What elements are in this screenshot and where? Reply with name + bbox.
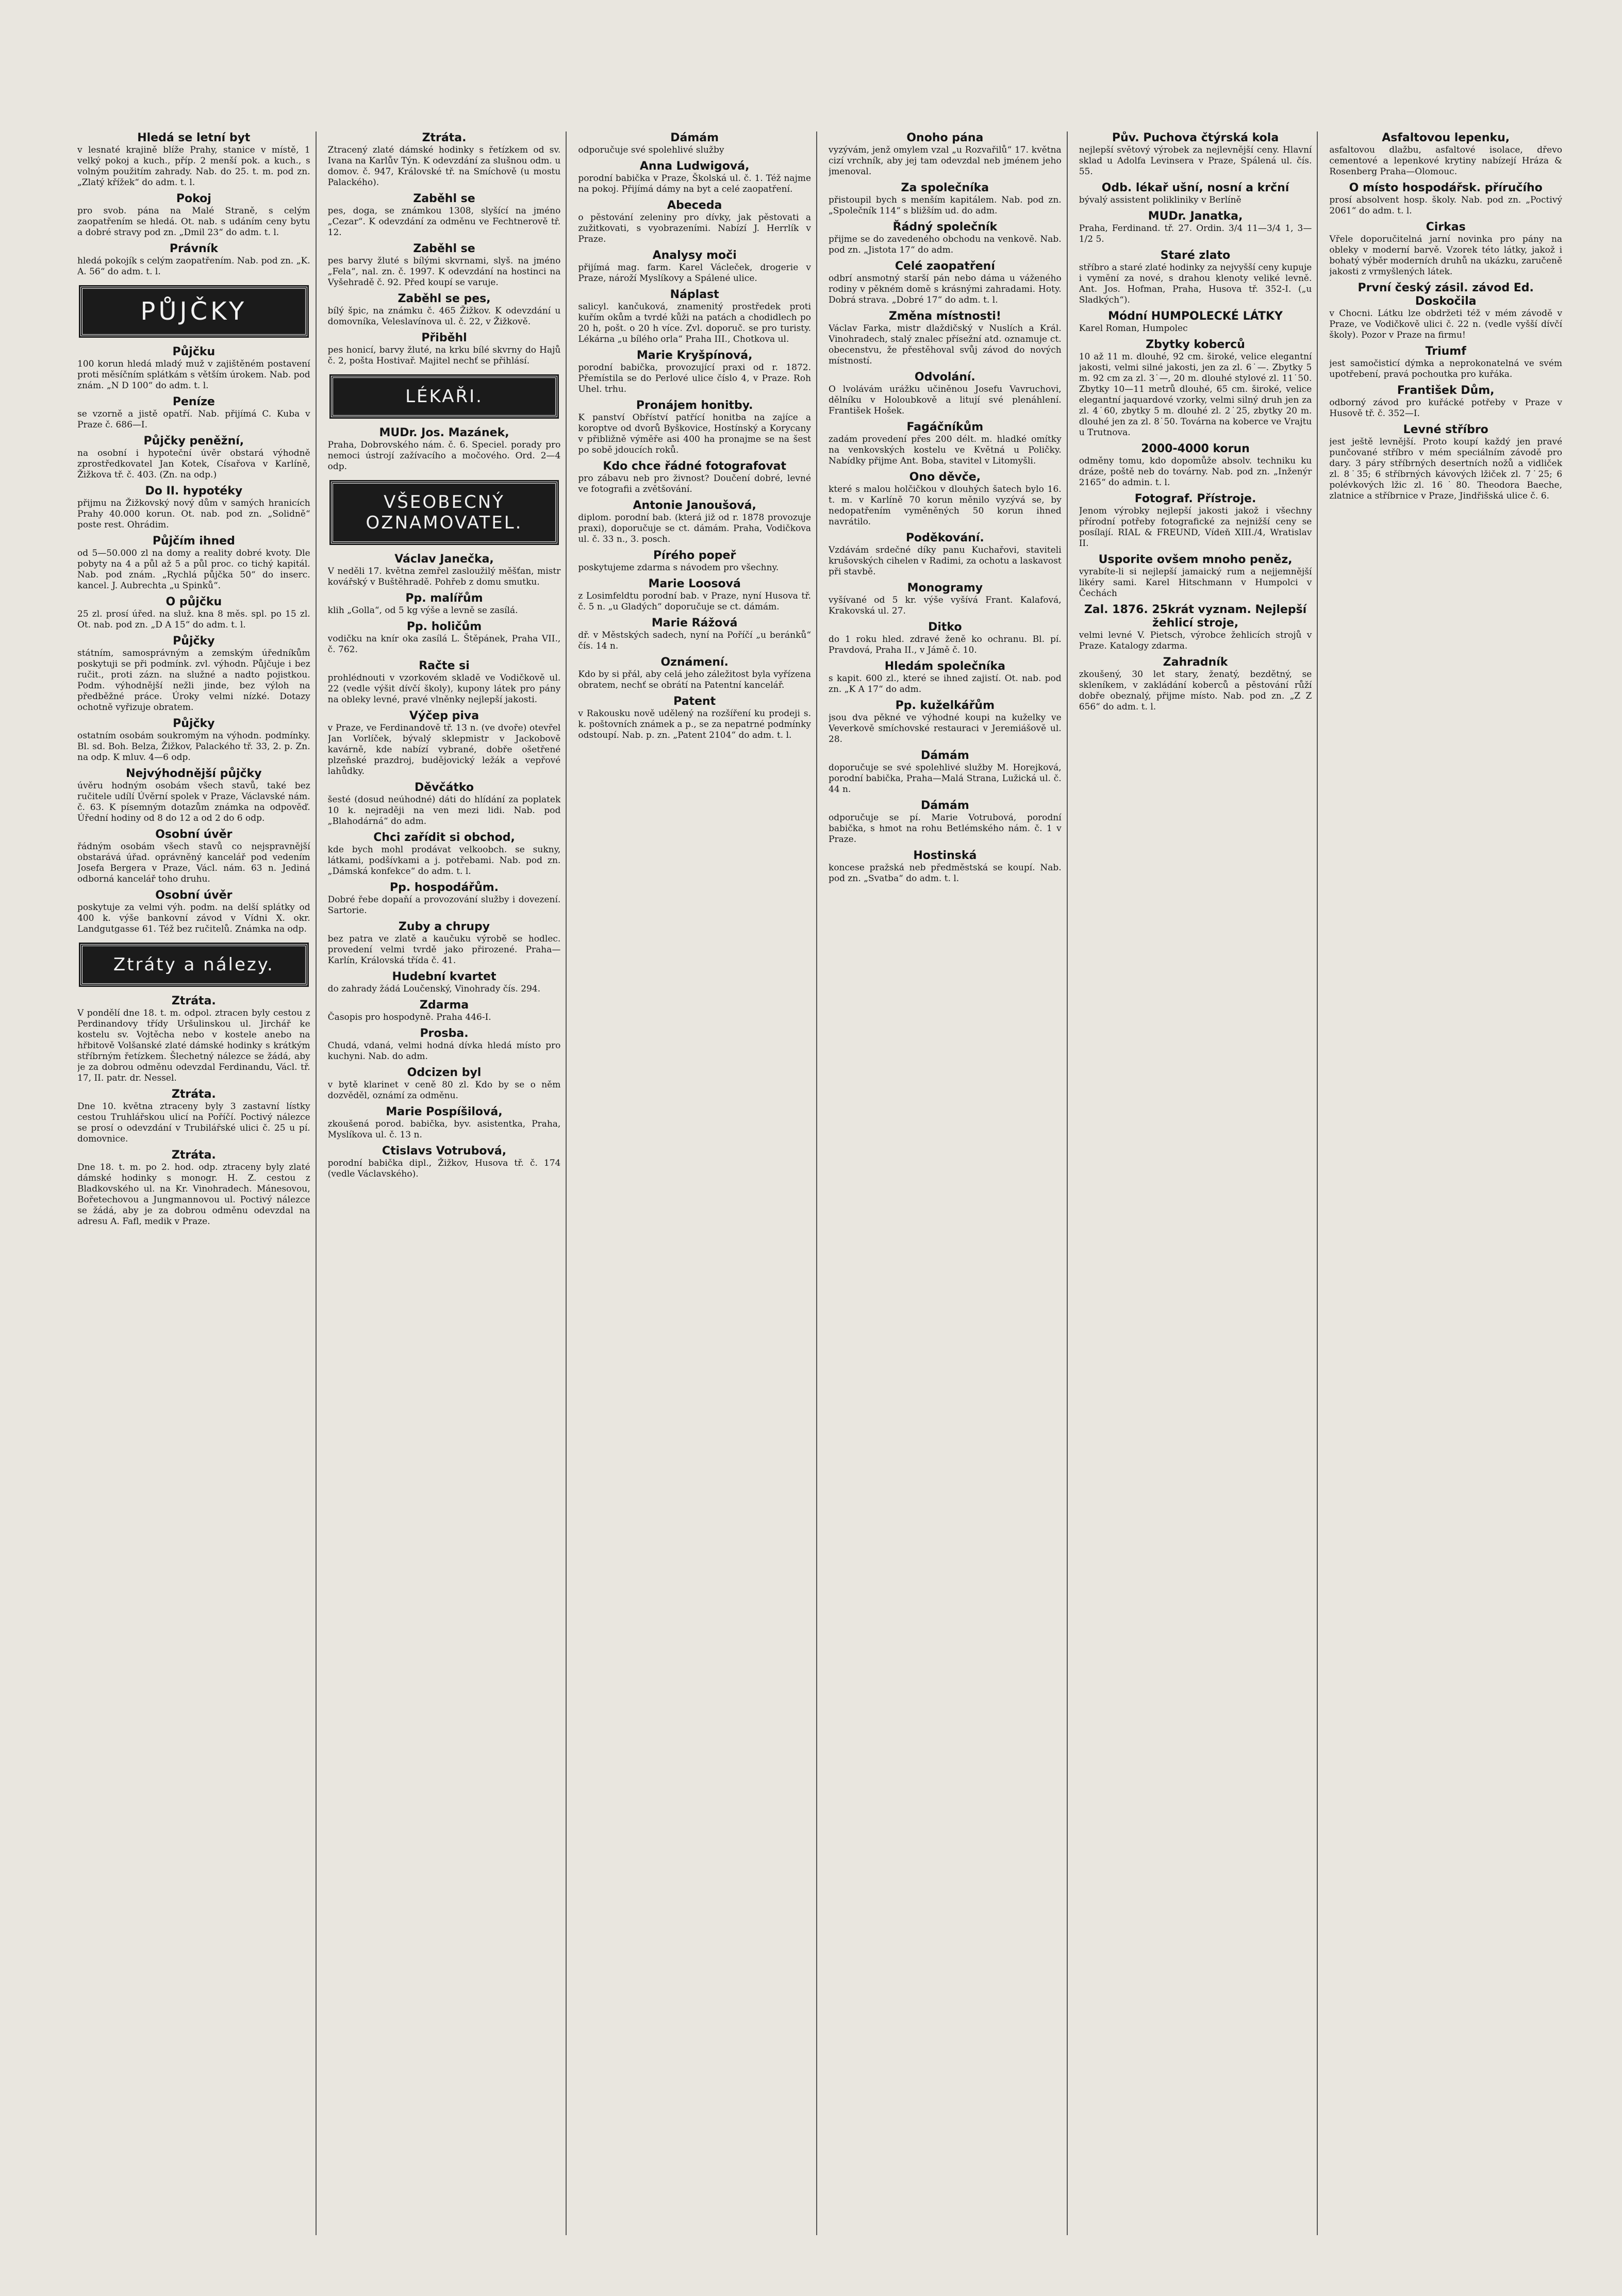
classified-ad [328, 292, 561, 327]
ad-heading: Marie Kryšpínová, [636, 349, 753, 362]
classified-ad [328, 659, 561, 705]
ad-text: na osobní i hypoteční úvěr obstará výhodně zprostředkovatel Jan Kotek, Císařova v Karlíně, Žižkova tř. č. 403. (Zn. na odp.) [77, 448, 310, 480]
ad-text: Vzdávám srdečné díky panu Kuchařovi, staviteli krušovských cihelen v Radimi, za ochotu a laskavost při stavbě. [829, 545, 1062, 577]
ad-heading: Ditko [928, 621, 962, 634]
classified-ad [328, 709, 561, 777]
classified-ad [829, 532, 1062, 577]
ad-text: Karel Roman, Humpolec [1079, 323, 1188, 334]
classified-ad [1329, 131, 1562, 177]
ad-heading: Monogramy [907, 582, 983, 594]
classified-ad [328, 192, 561, 238]
ad-heading: Osobní úvěr [155, 828, 233, 841]
ad-heading: Zaběhl se pes, [398, 292, 491, 305]
classified-ad [578, 549, 811, 573]
ad-text: dř. v Městských sadech, nyní na Poříčí „u beránků“ čís. 14 n. [578, 630, 812, 651]
classified-ad [1079, 603, 1312, 652]
ad-heading: Odb. lékař ušní, nosní a krční [1101, 181, 1289, 194]
ad-heading: Račte si [419, 659, 470, 672]
ad-heading: Řádný společník [892, 221, 998, 234]
classified-ad [77, 535, 310, 591]
ad-heading: Patent [673, 695, 716, 708]
classified-ad [578, 288, 811, 345]
ad-text: asfaltovou dlažbu, asfaltové isolace, dřevo cementové a lepenkové krytiny nabízejí Hráza & Rosenberg Praha—Olomouc. [1329, 145, 1563, 177]
ad-heading: Pírého popeř [653, 549, 736, 562]
ad-text: hledá pokojík s celým zaopatřením. Nab. pod zn. „K. A. 56“ do adm. t. l. [77, 256, 310, 277]
section-banner: VŠEOBECNÝ OZNAMOVATEL. [331, 482, 558, 543]
classified-ad [829, 699, 1062, 745]
classified-ad [1079, 442, 1312, 488]
ad-heading: Dámám [670, 131, 719, 144]
classified-ad [1329, 181, 1562, 217]
classified-ad [578, 617, 811, 652]
ad-text: diplom. porodní bab. (která již od r. 1878 provozuje praxi), doporučuje se ct. dámám. Praha, Vodičkova ul. č. 33 n., 3. posch. [578, 513, 812, 544]
ad-heading: Půjčím ihned [152, 535, 235, 548]
ad-heading: Zuby a chrupy [398, 920, 490, 933]
ad-heading: Zaběhl se [413, 192, 475, 205]
ad-text: velmi levné V. Pietsch, výrobce žehlicích strojů v Praze. Katalogy zdarma. [1079, 630, 1312, 651]
ad-text: přijmu na Žižkovský nový dům v samých hranicích Prahy 40.000 korun. Ot. nab. pod zn. „Solidně“ poste rest. Ohrádim. [77, 498, 310, 530]
ad-heading: Analysy moči [652, 249, 737, 262]
ad-heading: Hostinská [913, 849, 977, 862]
ad-text: ostatním osobám soukromým na výhodn. podmínky. Bl. sd. Boh. Belza, Žižkov, Palackého tř. 33, 2. p. Zn. na odp. K mluv. 4—6 odp. [77, 731, 310, 763]
ad-text: Kdo by si přál, aby celá jeho záležitost byla vyřízena obratem, nechť se obrátí na Patentní kancelář. [578, 669, 812, 690]
classified-ad [829, 621, 1062, 656]
ad-heading: Hudební kvartet [392, 970, 496, 983]
classified-ad [1329, 282, 1562, 341]
classified-ad [578, 499, 811, 545]
ad-text: Vřele doporučitelná jarní novinka pro pány na obleky v moderní barvě. Vzorek této látky, jakož i bohatý výběr moderních druhů na ukázku, zaručeně jakosti z vrmyšlených látek. [1329, 234, 1563, 277]
classified-ad [829, 421, 1062, 467]
ad-text: Dne 10. května ztraceny byly 3 zastavní lístky cestou Truhlářskou ulicí na Poříčí. Poctivý nálezce se prosí o odevzdání v Trubilářské ulici č. 25 u pí. domovnice. [77, 1101, 310, 1144]
ad-heading: Ctislavs Votrubová, [382, 1145, 507, 1158]
ad-text: státním, samosprávným a zemským úředníkům poskytuji se při podmínk. zvl. výhodn. Půjčuje i bez ručit., proti zázn. na služné a nadto pojistkou. Podm. výhodnější nežli jinde, bez výloh na předběžné práce. Úroky velmi nízké. Dotazy ochotně vyřizuje obratem. [77, 648, 310, 713]
ad-text: porodní babička dipl., Žižkov, Husova tř. č. 174 (vedle Václavského). [327, 1158, 561, 1179]
ad-text: zkoušený, 30 let stary, ženatý, bezdětný, se skleníkem, v zakládání koberců a pěstování růží dobře obeznalý, přijme místo. Nab. pod zn. „Z Z 656“ do adm. t. l. [1079, 669, 1312, 712]
ad-text: Jenom výrobky nejlepší jakosti jakož i všechny přírodní potřeby fotografické za nejnižší ceny se posílají. RIAL & FREUND, Vídeň XIII./4, Wratislav II. [1079, 506, 1312, 549]
ad-heading: Půjčky [173, 717, 215, 730]
ad-text: jest ještě levnější. Proto koupí každý jen pravé punčované stříbro v mém speciálním závodě pro dary. 3 páry stříbrných desertních nožů a vidliček zl. 8˙35; 6 stříbrných kávových lžiček zl. 7˙25; 6 polévkových lžic zl. 16˙80. Theodora Baeche, zlatnice a stříbrnice v Praze, Jindřišská ulice č. 6. [1329, 437, 1563, 501]
classified-ad [328, 620, 561, 655]
ad-heading: Marie Loosová [648, 577, 741, 590]
classified-ad [328, 920, 561, 966]
newspaper-page [77, 131, 1567, 2235]
ad-heading: Zdarma [419, 999, 469, 1012]
ad-text: pro svob. pána na Malé Straně, s celým zaopatřením se hledá. Ot. nab. s udáním ceny bytu a dobré stravy pod zn. „Dmil 23“ do adm. t. l. [77, 206, 310, 238]
ad-text: poskytujeme zdarma s návodem pro všechny. [578, 563, 779, 573]
column-4 [829, 131, 1068, 2235]
classified-ad [328, 831, 561, 877]
classified-ad [578, 460, 811, 495]
ad-heading: Ztráta. [171, 1149, 216, 1162]
column-1 [77, 131, 317, 2235]
ad-heading: Antonie Janoušová, [633, 499, 756, 512]
ad-heading: Odvolání. [914, 371, 975, 384]
ad-text: pes honicí, barvy žluté, na krku bílé skvrny do Hajů č. 2, pošta Hostivař. Majitel nechť se přihlásí. [327, 345, 561, 366]
ad-text: se vzorně a jistě opatří. Nab. přijímá C. Kuba v Praze č. 686—I. [77, 409, 310, 430]
classified-ad [77, 395, 310, 431]
ad-heading: O půjčku [165, 596, 222, 608]
ad-heading: Hledá se letní byt [137, 131, 251, 144]
ad-heading: Onoho pána [906, 131, 984, 144]
ad-text: Praha, Dobrovského nám. č. 6. Speciel. porady pro nemoci ústrojí zažívacího a močového. Ord. 2—4 odp. [327, 440, 561, 472]
ad-heading: Triumf [1425, 345, 1466, 358]
ad-text: pro zábavu neb pro živnost? Doučení dobré, levné ve fotografii a zvětšování. [578, 473, 812, 494]
ad-text: o pěstování zeleniny pro dívky, jak pěstovati a zužitkovati, s vyobrazeními. Nabízí J. Herrlík v Praze. [578, 212, 812, 244]
ad-text: K panství Obříství patřící honitba na zajíce a koroptve od dvorů Byškovice, Hostínský a Korycany v přibližně výměře asi 400 ha pronajme se na šest po sobě jdoucích roků. [578, 412, 812, 455]
ad-text: vodičku na knír oka zasílá L. Štěpánek, Praha VII., č. 762. [327, 634, 561, 655]
ad-text: v Rakousku nově udělený na rozšíření ku prodeji s. k. poštovních známek a p., se za nepatrné podmínky odstoupí. Nab. p. zn. „Patent 2104“ do adm. t. l. [578, 708, 812, 740]
classified-ad [578, 349, 811, 395]
ad-heading: Ztráta. [171, 995, 216, 1007]
classified-ad [77, 717, 310, 763]
classified-ad [1079, 249, 1312, 306]
ad-heading: Pp. kuželkářům [895, 699, 995, 712]
ad-heading: První český zásil. závod Ed. Doskočila [1358, 282, 1534, 308]
classified-ad [328, 1105, 561, 1141]
ad-text: Časopis pro hospodyně. Praha 446-I. [327, 1012, 491, 1022]
classified-ad [77, 435, 310, 481]
ad-heading: Dámám [920, 799, 969, 812]
ad-heading: Zbytky koberců [1146, 338, 1245, 351]
classified-ad [328, 332, 561, 367]
ad-text: Praha, Ferdinand. tř. 27. Ordin. 3/4 11—3/4 1, 3—1/2 5. [1079, 223, 1312, 244]
ad-heading: Půjčku [172, 345, 216, 358]
classified-ad [829, 582, 1062, 617]
ad-text: odbrí ansmotný starší pán nebo dáma u váženého rodiny v pěkném domě s krásnými zahradami. Hoty. Dobrá strava. „Dobré 17“ do adm. t. l. [829, 273, 1062, 305]
ad-text: V neděli 17. května zemřel zasloužilý měšťan, mistr kovářský v Buštěhradě. Pohřeb z domu smutku. [327, 566, 561, 587]
ad-heading: Anna Ludwigová, [639, 160, 750, 173]
ad-heading: Ztráta. [422, 131, 467, 144]
ad-text: zadám provedení přes 200 délt. m. hladké omítky na venkovských kostelu ve Květná u Poličky. Nabídky přijme Ant. Boba, stavitel v Litomyšli. [829, 434, 1062, 466]
ad-heading: Kdo chce řádné fotografovat [603, 460, 787, 473]
ad-text: od 5—50.000 zl na domy a reality dobré kvoty. Dle pobyty na 4 a půl až 5 a půl proc. co tichý kapitál. Nab. pod znám. „Rychlá půjčka 50“ do inserc. kancel. J. Aubrechta „u Spinků“. [77, 548, 310, 591]
classified-ad [77, 131, 310, 188]
ad-heading: Celé zaopatření [895, 260, 995, 273]
section-banner: LÉKAŘI. [331, 376, 558, 417]
classified-ad [77, 828, 310, 885]
classified-ad [829, 660, 1062, 695]
classified-ad [829, 310, 1062, 367]
ad-text: zkoušená porod. babička, byv. asistentka, Praha, Myslíkova ul. č. 13 n. [327, 1119, 561, 1140]
ad-text: 100 korun hledá mladý muž v zajištěném postavení proti měsíčním splátkám s větším úrokem. Nab. pod znám. „N D 100“ do adm. t. l. [77, 359, 310, 391]
classified-ad [578, 695, 811, 741]
ad-heading: František Dům, [1397, 384, 1495, 397]
ad-text: vyrabíte-li si nejlepší jamaický rum a nejjemnější likéry sami. Karel Hitschmann v Humpolci v Čechách [1079, 567, 1312, 599]
classified-ad [328, 1145, 561, 1180]
classified-ad [77, 1149, 310, 1227]
classified-ad [328, 781, 561, 827]
ad-text: jsou dva pěkné ve výhodné koupi na kuželky ve Veverkově smíchovské restauraci v Jeremiášově ul. 28. [829, 713, 1062, 745]
ad-heading: Ono děvče, [909, 471, 981, 484]
classified-ad [1329, 423, 1562, 502]
ad-heading: Oznámení. [660, 656, 729, 669]
classified-ad [328, 881, 561, 916]
ad-text: salicyl. kančuková, znamenitý prostředek proti kuřím okům a tvrdé kůži na patách a chodidlech po 20 h, pošt. o 20 h více. Zvl. doporuč. se pro turisty. Lékárna „u bílého orla“ Praha III., Chotkova ul. [578, 302, 812, 344]
classified-ad [1079, 656, 1312, 713]
ad-text: jest samočisticí dýmka a neprokonatelná ve svém upotřebení, pravá pochoutka pro kuřáka. [1329, 358, 1563, 379]
classified-ad [1079, 492, 1312, 549]
ad-text: Dne 18. t. m. po 2. hod. odp. ztraceny byly zlaté dámské hodinky s monogr. H. Z. cestou z Bladkovského ul. na Kr. Vinohradech. Mánesovou, Bořetechovou a Jungmannovou ul. Poctivý nálezce se žádá, aby je za dobrou odměnu odevzdal na adresu A. Fafl, medik v Praze. [77, 1162, 310, 1227]
column-2 [328, 131, 567, 2235]
classified-ad [578, 199, 811, 245]
classified-ad [829, 131, 1062, 177]
ad-text: odporučuje své spolehlivé služby [578, 145, 724, 155]
classified-ad [77, 635, 310, 713]
classified-ad [328, 131, 561, 188]
classified-ad [77, 767, 310, 824]
ad-heading: Osobní úvěr [155, 889, 233, 902]
classified-ad [77, 485, 310, 531]
ad-heading: O místo hospodářsk. příručího [1349, 181, 1543, 194]
classified-ad [77, 242, 310, 277]
ad-heading: Hledám společníka [884, 660, 1005, 673]
classified-ad [1329, 384, 1562, 419]
classified-ad [829, 749, 1062, 795]
classified-ad [1079, 131, 1312, 177]
ad-heading: Nejvýhodnější půjčky [126, 767, 262, 780]
ad-heading: Levné stříbro [1403, 423, 1488, 436]
ad-text: klih „Golla“, od 5 kg výše a levně se zasílá. [327, 605, 518, 616]
column-6 [1329, 131, 1567, 2235]
ad-heading: Za společníka [901, 181, 989, 194]
ad-heading: Fagáčníkům [906, 421, 984, 434]
ad-heading: Pokoj [176, 192, 211, 205]
ad-text: v Chocni. Látku lze obdržeti též v mém závodě v Praze, ve Vodičkově ulici č. 22 n. (vedle vyšší dívčí školy). Pozor v Praze na firmu! [1329, 308, 1563, 340]
ad-heading: Václav Janečka, [394, 553, 494, 566]
ad-text: V pondělí dne 18. t. m. odpol. ztracen byly cestou z Perdinandovy třídy Uršulinskou ul. Jirchář ke kostelu sv. Vojtěcha nebo v kostele anebo na hřbitově Volšanské zlaté dámské hodinky s krátkým stříbrným řetízkem. Šlechetný nálezce se žádá, aby je za dobrou odměnu odevzdal Ferdinandu, Václ. tř. 17, II. patr. dr. Nessel. [77, 1008, 310, 1083]
classified-ad [578, 131, 811, 156]
classified-ad [578, 656, 811, 691]
ad-text: Dobré řebe dopaňí a provozování služby i dovezení. Sartorie. [327, 895, 561, 916]
classified-ad [578, 160, 811, 195]
ad-heading: Abeceda [667, 199, 722, 212]
ad-text: kde bych mohl prodávat velkoobch. se sukny, látkami, podšívkami a j. potřebami. Nab. pod zn. „Dámská konfekce“ do adm. t. l. [327, 845, 561, 877]
classified-ad [77, 345, 310, 391]
ad-text: 25 zl. prosí úřed. na služ. kna 8 měs. spl. po 15 zl. Ot. nab. pod zn. „D A 15“ do adm. t. l. [77, 609, 310, 630]
ad-heading: Náplast [670, 288, 719, 301]
ad-text: nejlepší světový výrobek za nejlevnější ceny. Hlavní sklad u Adolfa Levinsera v Praze, Spálená ul. čís. 55. [1079, 145, 1312, 177]
ad-text: v lesnaté krajině blíže Prahy, stanice v místě, 1 velký pokoj a kuch., příp. 2 menší pok. a kuch., s volným použitím zahrady. Nab. do 25. t. m. pod zn. „Zlatý křížek“ do adm. t. l. [77, 145, 310, 188]
classified-ad [77, 596, 310, 631]
classified-ad [578, 577, 811, 613]
ad-text: šesté (dosud neúhodné) dáti do hlídání za poplatek 10 k. nejraději na ven mezi lidi. Nab. pod „Blahodárná“ do adm. [327, 795, 561, 827]
ad-text: porodní babička v Praze, Školská ul. č. 1. Též najme na pokoj. Přijímá dámy na byt a celé zaopatření. [578, 173, 812, 194]
ad-text: bývalý assistent polikliniky v Berlíně [1079, 195, 1242, 205]
classified-ad [1329, 345, 1562, 380]
ad-heading: Pp. hospodářům. [390, 881, 499, 894]
classified-ad [829, 181, 1062, 217]
ad-heading: Půjčky peněžní, [143, 435, 244, 448]
ad-heading: Dámám [920, 749, 969, 762]
classified-ad [77, 1088, 310, 1145]
ad-text: odměny tomu, kdo dopomůže absolv. techniku ku dráze, poště neb do továrny. Nab. pod zn. „Inženýr 2165“ do admin. t. l. [1079, 456, 1312, 488]
classified-ad [1079, 210, 1312, 245]
ad-heading: Staré zlato [1160, 249, 1231, 262]
ad-heading: Odcizen byl [407, 1066, 482, 1079]
ad-heading: Zal. 1876. 25krát vyznam. Nejlepší žehlicí stroje, [1084, 603, 1307, 630]
classified-ad [328, 1027, 561, 1062]
classified-ad [1079, 310, 1312, 334]
ad-heading: Zaběhl se [413, 242, 475, 255]
classified-ad [1329, 221, 1562, 277]
classified-ad [829, 371, 1062, 417]
ad-heading: Peníze [172, 395, 215, 408]
ad-heading: Pp. malířům [405, 592, 483, 605]
ad-text: které s malou holčičkou v dlouhých šatech bylo 16. t. m. v Karlíně 70 korun měnilo vyzývá se, by nedopatřením vyměněných 50 korun ihned navrátilo. [829, 484, 1062, 527]
classified-ad [77, 889, 310, 935]
classified-ad [1079, 553, 1312, 599]
ad-text: v bytě klarinet v ceně 80 zl. Kdo by se o něm dozvěděl, oznámí za odměnu. [327, 1080, 561, 1101]
classified-ad [829, 221, 1062, 256]
classified-ad [328, 426, 561, 472]
ad-heading: Děvčátko [414, 781, 474, 794]
ad-text: přistoupil bych s menším kapitálem. Nab. pod zn. „Společník 114“ s bližším ud. do adm. [829, 195, 1062, 216]
column-3 [578, 131, 817, 2235]
ad-text: z Losimfeldtu porodní bab. v Praze, nyní Husova tř. č. 5 n. „u Gladých“ doporučuje se ct. dámám. [578, 591, 812, 612]
classified-ad [829, 799, 1062, 845]
ad-text: řádným osobám všech stavů co nejspravnější obstarává úřad. oprávněný kancelář pod vedením Josefa Bergera v Praze, Václ. nám. 63 n. Jediná odborná kancelář toho druhu. [77, 841, 310, 884]
ad-text: pes, doga, se známkou 1308, slyšící na jméno „Cezar“. K odevzdání za odměnu ve Fechtnerově tř. 12. [327, 206, 561, 238]
ad-heading: Usporite ovšem mnoho peněz, [1098, 553, 1293, 566]
ad-heading: Módní HUMPOLECKÉ LÁTKY [1108, 310, 1283, 323]
ad-text: 10 až 11 m. dlouhé, 92 cm. široké, velice elegantní jakosti, velmi silné jakosti, jen za zl. 6˙—. Zbytky 5 m. 92 cm za zl. 3˙—, 20 m. dlouhé stylové zl. 11˙50. Zbytky 10—11 metrů dlouhé, 65 cm. široké, velice elegantní jaquardové vzorky, velmi silný druh jen za zl. 4˙60, zbytky 5 m. dlouhé zl. 2˙25, zbytky 20 m. dlouhé jen za zl. 8˙50. Továrna na koberce ve Vrajtu u Trutnova. [1079, 352, 1312, 438]
ad-heading: Chci zařídit si obchod, [373, 831, 515, 844]
classified-ad [829, 471, 1062, 527]
ad-text: s kapit. 600 zl., které se ihned zajistí. Ot. nab. pod zn. „K A 17“ do adm. [829, 673, 1062, 695]
ad-heading: Změna místnosti! [888, 310, 1001, 323]
ad-text: pes barvy žluté s bílými skvrnami, slyš. na jméno „Fela“, nal. zn. č. 1997. K odevzdání na hostinci na Vyšehradě č. 92. Před koupí se varuje. [327, 256, 561, 288]
section-banner: PŮJČKY [80, 287, 307, 336]
classified-ad [829, 849, 1062, 884]
ad-heading: Cirkas [1426, 221, 1466, 234]
ad-heading: MUDr. Janatka, [1148, 210, 1243, 223]
ad-text: prosí absolvent hosp. školy. Nab. pod zn. „Poctivý 2061“ do adm. t. l. [1329, 195, 1563, 216]
ad-heading: Marie Pospíšilová, [386, 1105, 503, 1118]
classified-ad [328, 970, 561, 995]
ad-heading: Pp. holičům [406, 620, 482, 633]
ad-text: bez patra ve zlatě a kaučuku výrobě se hodlec. provedení velmi tvrdě jako přirozené. Praha—Karlín, Královská třída č. 41. [327, 934, 561, 966]
ad-text: Chudá, vdaná, velmi hodná dívka hledá místo pro kuchyni. Nab. do adm. [327, 1040, 561, 1062]
ad-text: bílý špic, na známku č. 465 Žižkov. K odevzdání u domovníka, Veleslavínova ul. č. 22, v Žižkově. [327, 306, 561, 327]
ad-text: Ztracený zlaté dámské hodinky s řetízkem od sv. Ivana na Karlův Týn. K odevzdání za slušnou odm. u domov. č. 947, Královské tř. na Smíchově (u mostu Palackého). [327, 145, 561, 188]
ad-heading: Půjčky [173, 635, 215, 648]
classified-ad [578, 399, 811, 456]
ad-heading: Asfaltovou lepenku, [1382, 131, 1510, 144]
ad-text: koncese pražská neb předměstská se koupí. Nab. pod zn. „Svatba“ do adm. t. l. [829, 863, 1062, 884]
classified-ad [328, 553, 561, 588]
ad-heading: Přiběhl [421, 332, 467, 344]
ad-heading: Pronájem honitby. [636, 399, 753, 412]
ad-text: Václav Farka, mistr dlaždičský v Nuslích a Král. Vinohradech, stalý znalec přísežní atd. oznamuje ct. obecenstvu, že přestěhoval svůj závod do nových místností. [829, 323, 1062, 366]
classified-ad [1079, 181, 1312, 206]
ad-heading: Pův. Puchova čtýrská kola [1112, 131, 1279, 144]
ad-heading: Fotograf. Přístroje. [1134, 492, 1256, 505]
ad-text: poskytuje za velmi výh. podm. na delší splátky od 400 k. výše bankovní závod v Vídni X. okr. Landgutgasse 61. Též bez ručitelů. Známka na odp. [77, 902, 310, 934]
ad-heading: Právník [169, 242, 218, 255]
ad-text: do zahrady žádá Loučenský, Vinohrady čís. 294. [327, 984, 541, 994]
ad-text: přijímá mag. farm. Karel Václeček, drogerie v Praze, nároží Myslíkovy a Spálené ulice. [578, 262, 812, 284]
ad-heading: Zahradník [1163, 656, 1228, 669]
section-banner: Ztráty a nálezy. [80, 944, 307, 985]
ad-heading: Do II. hypotéky [145, 485, 243, 498]
classified-ad [829, 260, 1062, 306]
classified-ad [328, 242, 561, 288]
classified-ad [77, 192, 310, 238]
ad-text: stříbro a staré zlaté hodinky za nejvyšší ceny kupuje i vymění za nové, s drahou klenoty veliké levně. Ant. Jos. Hofman, Praha, Husova tř. 352-I. („u Sladkých“). [1079, 262, 1312, 305]
ad-text: O lvolávám urážku učiněnou Josefu Vavruchovi, dělníku v Holoubkově a litují své plenáhlení. František Hošek. [829, 384, 1062, 416]
ad-text: v Praze, ve Ferdinandově tř. 13 n. (ve dvoře) otevřel Jan Vorlíček, bývalý sklepmistr v Jackobově kavárně, kde nabízí vybrané, dobře ošetřené plzeňské prazdroj, budějovický ležák a vepřové lahůdky. [327, 723, 561, 777]
ad-heading: Ztráta. [171, 1088, 216, 1101]
ad-text: vyzývám, jenž omylem vzal „u Rozvařilů“ 17. května cizí vrchník, aby jej tam odevzdal neb jménem jeho jmenoval. [829, 145, 1062, 177]
classified-ad [328, 592, 561, 616]
classified-ad [578, 249, 811, 284]
ad-heading: MUDr. Jos. Mazánek, [379, 426, 509, 439]
ad-heading: Výčep piva [409, 709, 479, 722]
classified-ad [328, 1066, 561, 1101]
ad-heading: Marie Rážová [651, 617, 738, 630]
classified-ad [328, 999, 561, 1023]
classified-ad [77, 995, 310, 1084]
ad-text: přijme se do zavedeného obchodu na venkově. Nab. pod zn. „Jistota 17“ do adm. [829, 234, 1062, 255]
ad-heading: 2000-4000 korun [1141, 442, 1250, 455]
ad-text: porodní babička, provozující praxi od r. 1872. Přemístila se do Perlové ulice číslo 4, v Praze. Roh Uhel. trhu. [578, 362, 812, 394]
ad-text: úvěru hodným osobám všech stavů, také bez ručitele udílí Úvěrní spolek v Praze, Václavské nám. č. 63. K písemným dotazům známka na odpověď. Úřední hodiny od 8 do 12 a od 2 do 6 odp. [77, 781, 310, 823]
ad-text: doporučuje se své spolehlivé služby M. Horejková, porodní babička, Praha—Malá Strana, Lužická ul. č. 44 n. [829, 763, 1062, 795]
ad-text: odborný závod pro kuřácké potřeby v Praze v Husově tř. č. 352—I. [1329, 398, 1563, 419]
column-5 [1079, 131, 1318, 2235]
ad-text: odporučuje se pí. Marie Votrubová, porodní babička, s hmot na rohu Betlémského nám. č. 1 v Praze. [829, 813, 1062, 845]
ad-heading: Poděkování. [905, 532, 984, 544]
ad-heading: Prosba. [420, 1027, 469, 1040]
classified-ad [1079, 338, 1312, 438]
ad-text: vyšívané od 5 kr. výše vyšívá Frant. Kalafová, Krakovská ul. 27. [829, 595, 1062, 616]
ad-text: prohlédnouti v vzorkovém skladě ve Vodičkově ul. 22 (vedle výšit dívčí školy), kupony látek pro pány na obleky levné, pravé vlněnky nejlepší jakosti. [327, 673, 561, 705]
ad-text: do 1 roku hled. zdravé ženě ko ochranu. Bl. pí. Pravdová, Praha II., v Jámě č. 10. [829, 634, 1062, 655]
